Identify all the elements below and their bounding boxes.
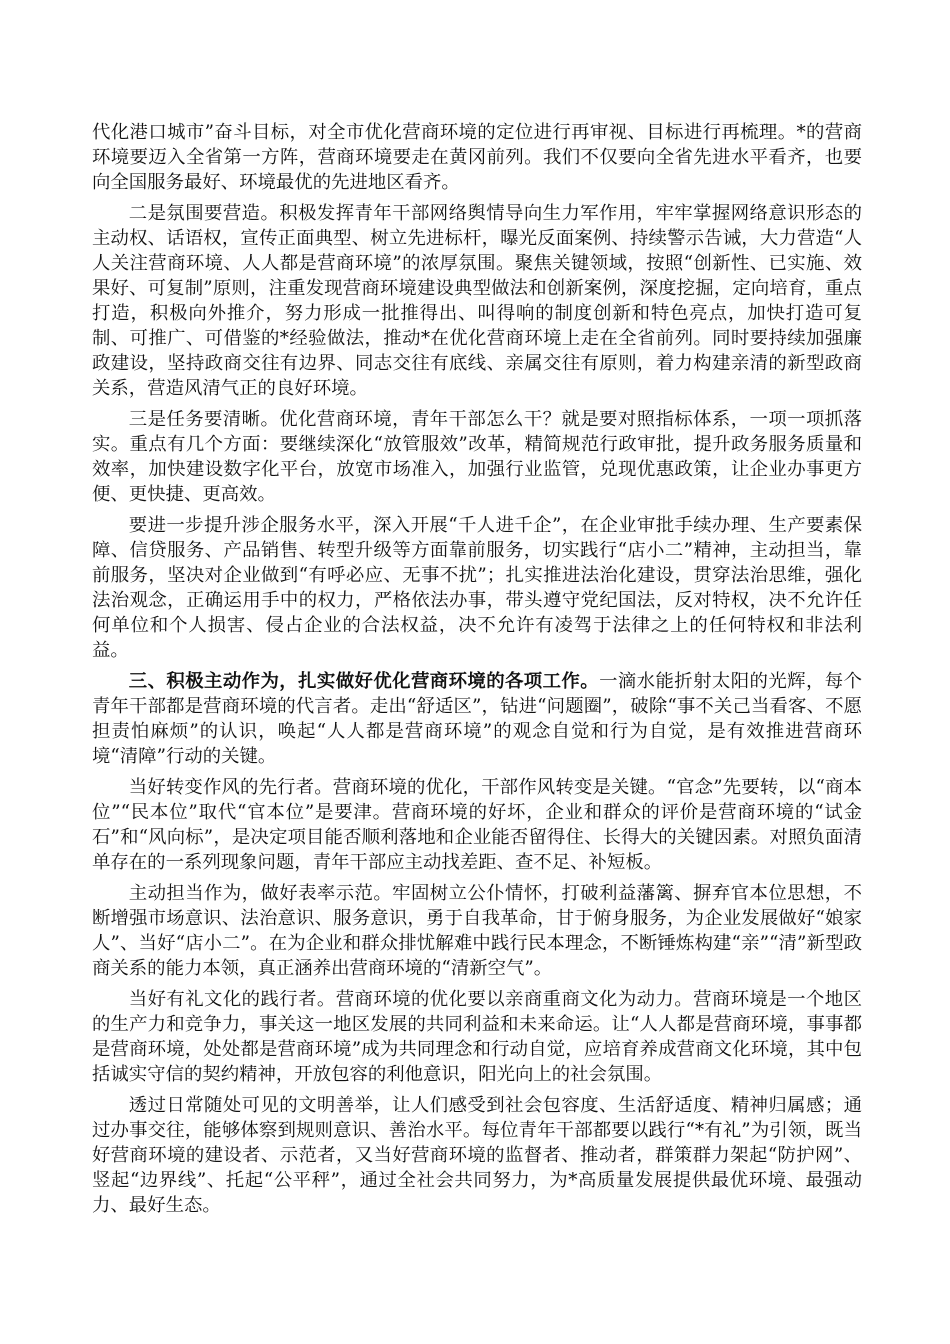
paragraph-3: 三是任务要清晰。优化营商环境，青年干部怎么干？就是要对照指标体系，一项一项抓落实。重点有几个方面：要继续深化“放管服效”改革，精简规范行政审批，提升政务服务质量和效率，加快建设数字化平台，放宽市场准入，加强行业监管，兑现优惠政策，让企业办事更方便、更快捷、更高效。 [92, 409, 862, 505]
paragraph-1: 代化港口城市”奋斗目标，对全市优化营商环境的定位进行再审视、目标进行再梳理。*的营商环境要迈入全省第一方阵，营商环境要走在黄冈前列。我们不仅要向全省先进水平看齐，也要向全国服务最好、环境最优的先进地区看齐。 [92, 122, 862, 193]
paragraph-7: 主动担当作为，做好表率示范。牢固树立公仆情怀，打破利益藩篱、摒弃官本位思想，不断增强市场意识、法治意识、服务意识，勇于自我革命，甘于俯身服务，为企业发展做好“娘家人”、当好“店小二”。在为企业和群众排忧解难中践行民本理念，不断锤炼构建“亲”“清”新型政商关系的能力本领，真正涵养出营商环境的“清新空气”。 [92, 883, 862, 979]
document-body [92, 120, 862, 1218]
paragraph-9: 透过日常随处可见的文明善举，让人们感受到社会包容度、生活舒适度、精神归属感；通过办事交往，能够体察到规则意识、善治水平。每位青年干部都要以践行“*有礼”为引领，既当好营商环境的建设者、示范者，又当好营商环境的监督者、推动者，群策群力架起“防护网”、竖起“边界线”、托起“公平秤”，通过全社会共同努力，为*高质量发展提供最优环境、最强动力、最好生态。 [92, 1095, 862, 1216]
section-heading-body: 一滴水能折射太阳的光辉，每个青年干部都是营商环境的代言者。走出“舒适区”，钻进“问题圈”，破除“事不关己当看客、不愿担责怕麻烦”的认识，唤起“人人都是营商环境”的观念自觉和行为自觉，是有效推进营商环境“清障”行动的关键。 [92, 671, 862, 767]
paragraph-6: 当好转变作风的先行者。营商环境的优化，干部作风转变是关键。“官念”先要转，以“商本位”“民本位”取代“官本位”是要津。营商环境的好坏，企业和群众的评价是营商环境的“试金石”和“风向标”，是决定项目能否顺利落地和企业能否留得住、长得大的关键因素。对照负面清单存在的一系列现象问题，青年干部应主动找差距、查不足、补短板。 [92, 777, 862, 873]
paragraph-4: 要进一步提升涉企服务水平，深入开展“千人进千企”，在企业审批手续办理、生产要素保障、信贷服务、产品销售、转型升级等方面靠前服务，切实践行“店小二”精神，主动担当，靠前服务，坚决对企业做到“有呼必应、无事不扰”；扎实推进法治化建设，贯穿法治思维，强化法治观念，正确运用手中的权力，严格依法办事，带头遵守党纪国法，反对特权，决不允许任何单位和个人损害、侵占企业的合法权益，决不允许有凌驾于法律之上的任何特权和非法利益。 [92, 515, 862, 661]
paragraph-2: 二是氛围要营造。积极发挥青年干部网络舆情导向生力军作用，牢牢掌握网络意识形态的主动权、话语权，宣传正面典型、树立先进标杆，曝光反面案例、持续警示告诫，大力营造“人人关注营商环境、人人都是营商环境”的浓厚氛围。聚焦关键领域，按照“创新性、已实施、效果好、可复制”原则，注重发现营商环境建设典型做法和创新案例，深度挖掘，定向培育，重点打造，积极向外推介，努力形成一批推得出、叫得响的制度创新和特色亮点，加快打造可复制、可推广、可借鉴的*经验做法，推动*在优化营商环境上走在全省前列。同时要持续加强廉政建设，坚持政商交往有边界、同志交往有底线、亲属交往有原则，着力构建亲清的新型政商关系，营造风清气正的良好环境。 [92, 203, 862, 399]
section-heading: 三、积极主动作为，扎实做好优化营商环境的各项工作。 [128, 671, 600, 692]
paragraph-5-section-heading [92, 669, 862, 769]
paragraph-8: 当好有礼文化的践行者。营商环境的优化要以亲商重商文化为动力。营商环境是一个地区的生产力和竞争力，事关这一地区发展的共同利益和未来命运。让“人人都是营商环境，事事都是营商环境，处处都是营商环境”成为共同理念和行动自觉，应培育养成营商文化环境，其中包括诚实守信的契约精神，开放包容的利他意识，阳光向上的社会氛围。 [92, 989, 862, 1085]
